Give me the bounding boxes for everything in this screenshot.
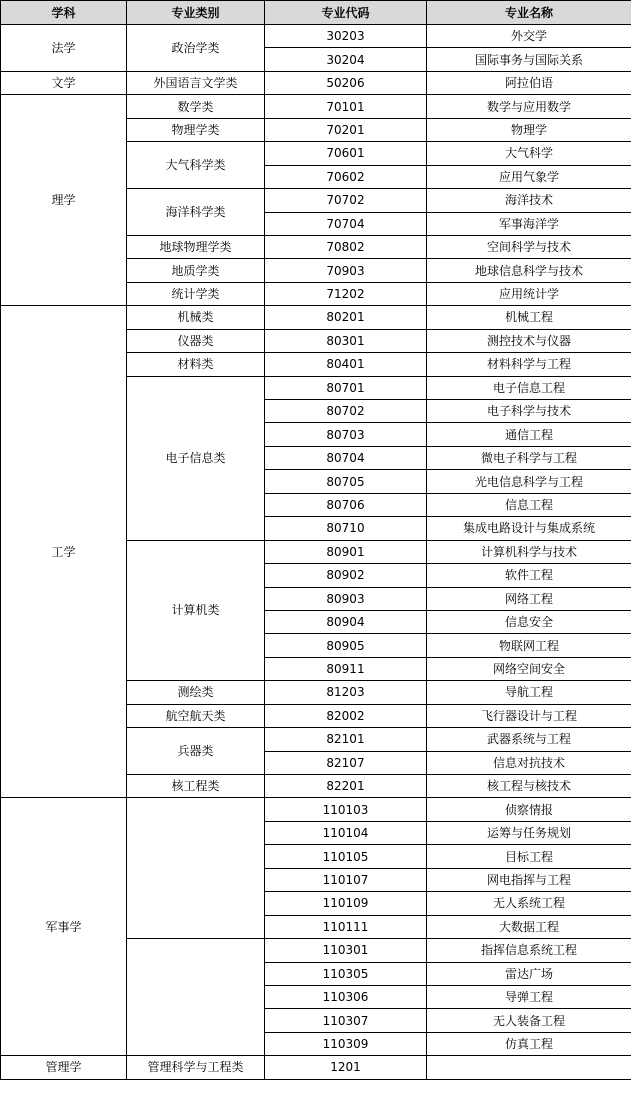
major-name-cell: 目标工程 [427, 845, 631, 868]
major-code-cell: 70601 [265, 142, 427, 165]
table-row [1, 25, 631, 48]
header-row [1, 1, 631, 25]
major-code-cell: 110307 [265, 1009, 427, 1032]
major-name-cell: 集成电路设计与集成系统 [427, 517, 631, 540]
major-name-cell: 空间科学与技术 [427, 235, 631, 258]
category-cell: 地球物理学类 [127, 235, 265, 258]
major-name-cell: 计算机科学与技术 [427, 540, 631, 563]
category-cell: 物理学类 [127, 118, 265, 141]
category-cell: 外国语言文学类 [127, 71, 265, 94]
major-code-cell: 81203 [265, 681, 427, 704]
discipline-cell: 工学 [1, 306, 127, 798]
category-cell: 兵器类 [127, 728, 265, 775]
major-code-cell: 80704 [265, 446, 427, 469]
table-row [1, 95, 631, 118]
major-name-cell: 武器系统与工程 [427, 728, 631, 751]
major-code-cell: 30203 [265, 25, 427, 48]
major-name-cell: 军事海洋学 [427, 212, 631, 235]
header-category: 专业类别 [127, 1, 265, 25]
table-body [1, 25, 631, 1080]
major-name-cell: 微电子科学与工程 [427, 446, 631, 469]
major-code-cell: 70602 [265, 165, 427, 188]
discipline-cell: 管理学 [1, 1056, 127, 1079]
major-code-cell: 80401 [265, 353, 427, 376]
major-code-cell: 50206 [265, 71, 427, 94]
major-name-cell: 无人系统工程 [427, 892, 631, 915]
major-name-cell [427, 1056, 631, 1079]
major-code-cell: 82101 [265, 728, 427, 751]
major-code-cell: 80703 [265, 423, 427, 446]
discipline-cell: 理学 [1, 95, 127, 306]
category-cell: 海洋科学类 [127, 189, 265, 236]
major-name-cell: 侦察情报 [427, 798, 631, 821]
major-code-cell: 71202 [265, 282, 427, 305]
major-code-cell: 110306 [265, 985, 427, 1008]
major-code-cell: 80706 [265, 493, 427, 516]
category-cell: 政治学类 [127, 25, 265, 72]
major-code-cell: 110301 [265, 939, 427, 962]
major-name-cell: 雷达广场 [427, 962, 631, 985]
major-name-cell: 信息工程 [427, 493, 631, 516]
major-name-cell: 海洋技术 [427, 189, 631, 212]
category-cell: 管理科学与工程类 [127, 1056, 265, 1079]
major-name-cell: 通信工程 [427, 423, 631, 446]
table-row [1, 798, 631, 821]
major-code-cell: 80201 [265, 306, 427, 329]
major-code-cell: 80911 [265, 657, 427, 680]
major-code-cell: 110107 [265, 868, 427, 891]
category-cell: 电子信息类 [127, 376, 265, 540]
table-row [1, 1056, 631, 1079]
category-cell: 地质学类 [127, 259, 265, 282]
category-cell: 核工程类 [127, 775, 265, 798]
major-name-cell: 软件工程 [427, 564, 631, 587]
major-name-cell: 机械工程 [427, 306, 631, 329]
major-name-cell: 飞行器设计与工程 [427, 704, 631, 727]
header-discipline: 学科 [1, 1, 127, 25]
major-code-cell: 80705 [265, 470, 427, 493]
major-code-cell: 110111 [265, 915, 427, 938]
major-name-cell: 国际事务与国际关系 [427, 48, 631, 71]
category-cell: 航空航天类 [127, 704, 265, 727]
category-cell [127, 939, 265, 1056]
major-name-cell: 网络工程 [427, 587, 631, 610]
major-code-cell: 110105 [265, 845, 427, 868]
major-name-cell: 应用统计学 [427, 282, 631, 305]
major-code-cell: 82002 [265, 704, 427, 727]
major-code-cell: 70802 [265, 235, 427, 258]
major-code-cell: 82201 [265, 775, 427, 798]
major-code-cell: 70201 [265, 118, 427, 141]
major-name-cell: 电子信息工程 [427, 376, 631, 399]
major-name-cell: 仿真工程 [427, 1032, 631, 1055]
category-cell: 统计学类 [127, 282, 265, 305]
major-code-cell: 110309 [265, 1032, 427, 1055]
table-row [1, 306, 631, 329]
major-code-cell: 80301 [265, 329, 427, 352]
major-code-cell: 80702 [265, 400, 427, 423]
category-cell: 大气科学类 [127, 142, 265, 189]
major-name-cell: 电子科学与技术 [427, 400, 631, 423]
major-name-cell: 材料科学与工程 [427, 353, 631, 376]
major-code-cell: 30204 [265, 48, 427, 71]
category-cell: 材料类 [127, 353, 265, 376]
category-cell [127, 798, 265, 939]
category-cell: 仪器类 [127, 329, 265, 352]
table-row [1, 71, 631, 94]
major-name-cell: 指挥信息系统工程 [427, 939, 631, 962]
header-major-name: 专业名称 [427, 1, 631, 25]
major-name-cell: 光电信息科学与工程 [427, 470, 631, 493]
major-code-cell: 110104 [265, 821, 427, 844]
major-name-cell: 信息安全 [427, 610, 631, 633]
category-cell: 机械类 [127, 306, 265, 329]
major-name-cell: 阿拉伯语 [427, 71, 631, 94]
major-code-cell: 70704 [265, 212, 427, 235]
major-name-cell: 核工程与核技术 [427, 775, 631, 798]
major-name-cell: 应用气象学 [427, 165, 631, 188]
major-code-cell: 70702 [265, 189, 427, 212]
major-name-cell: 地球信息科学与技术 [427, 259, 631, 282]
major-code-cell: 82107 [265, 751, 427, 774]
major-name-cell: 外交学 [427, 25, 631, 48]
major-code-cell: 70101 [265, 95, 427, 118]
header-code: 专业代码 [265, 1, 427, 25]
major-name-cell: 物联网工程 [427, 634, 631, 657]
major-code-cell: 80901 [265, 540, 427, 563]
major-code-cell: 70903 [265, 259, 427, 282]
major-code-cell: 1201 [265, 1056, 427, 1079]
major-code-cell: 80905 [265, 634, 427, 657]
major-name-cell: 数学与应用数学 [427, 95, 631, 118]
major-code-cell: 80710 [265, 517, 427, 540]
major-code-cell: 80904 [265, 610, 427, 633]
major-name-cell: 大气科学 [427, 142, 631, 165]
major-code-cell: 110103 [265, 798, 427, 821]
major-name-cell: 运筹与任务规划 [427, 821, 631, 844]
category-cell: 数学类 [127, 95, 265, 118]
major-name-cell: 网络空间安全 [427, 657, 631, 680]
major-code-cell: 80902 [265, 564, 427, 587]
major-name-cell: 大数据工程 [427, 915, 631, 938]
discipline-cell: 文学 [1, 71, 127, 94]
major-code-cell: 80701 [265, 376, 427, 399]
major-name-cell: 导航工程 [427, 681, 631, 704]
major-name-cell: 物理学 [427, 118, 631, 141]
category-cell: 测绘类 [127, 681, 265, 704]
major-name-cell: 信息对抗技术 [427, 751, 631, 774]
major-code-cell: 110109 [265, 892, 427, 915]
major-name-cell: 测控技术与仪器 [427, 329, 631, 352]
major-code-cell: 110305 [265, 962, 427, 985]
major-code-cell: 80903 [265, 587, 427, 610]
major-name-cell: 网电指挥与工程 [427, 868, 631, 891]
major-name-cell: 无人装备工程 [427, 1009, 631, 1032]
category-cell: 计算机类 [127, 540, 265, 681]
discipline-cell: 军事学 [1, 798, 127, 1056]
major-name-cell: 导弹工程 [427, 985, 631, 1008]
discipline-cell: 法学 [1, 25, 127, 72]
